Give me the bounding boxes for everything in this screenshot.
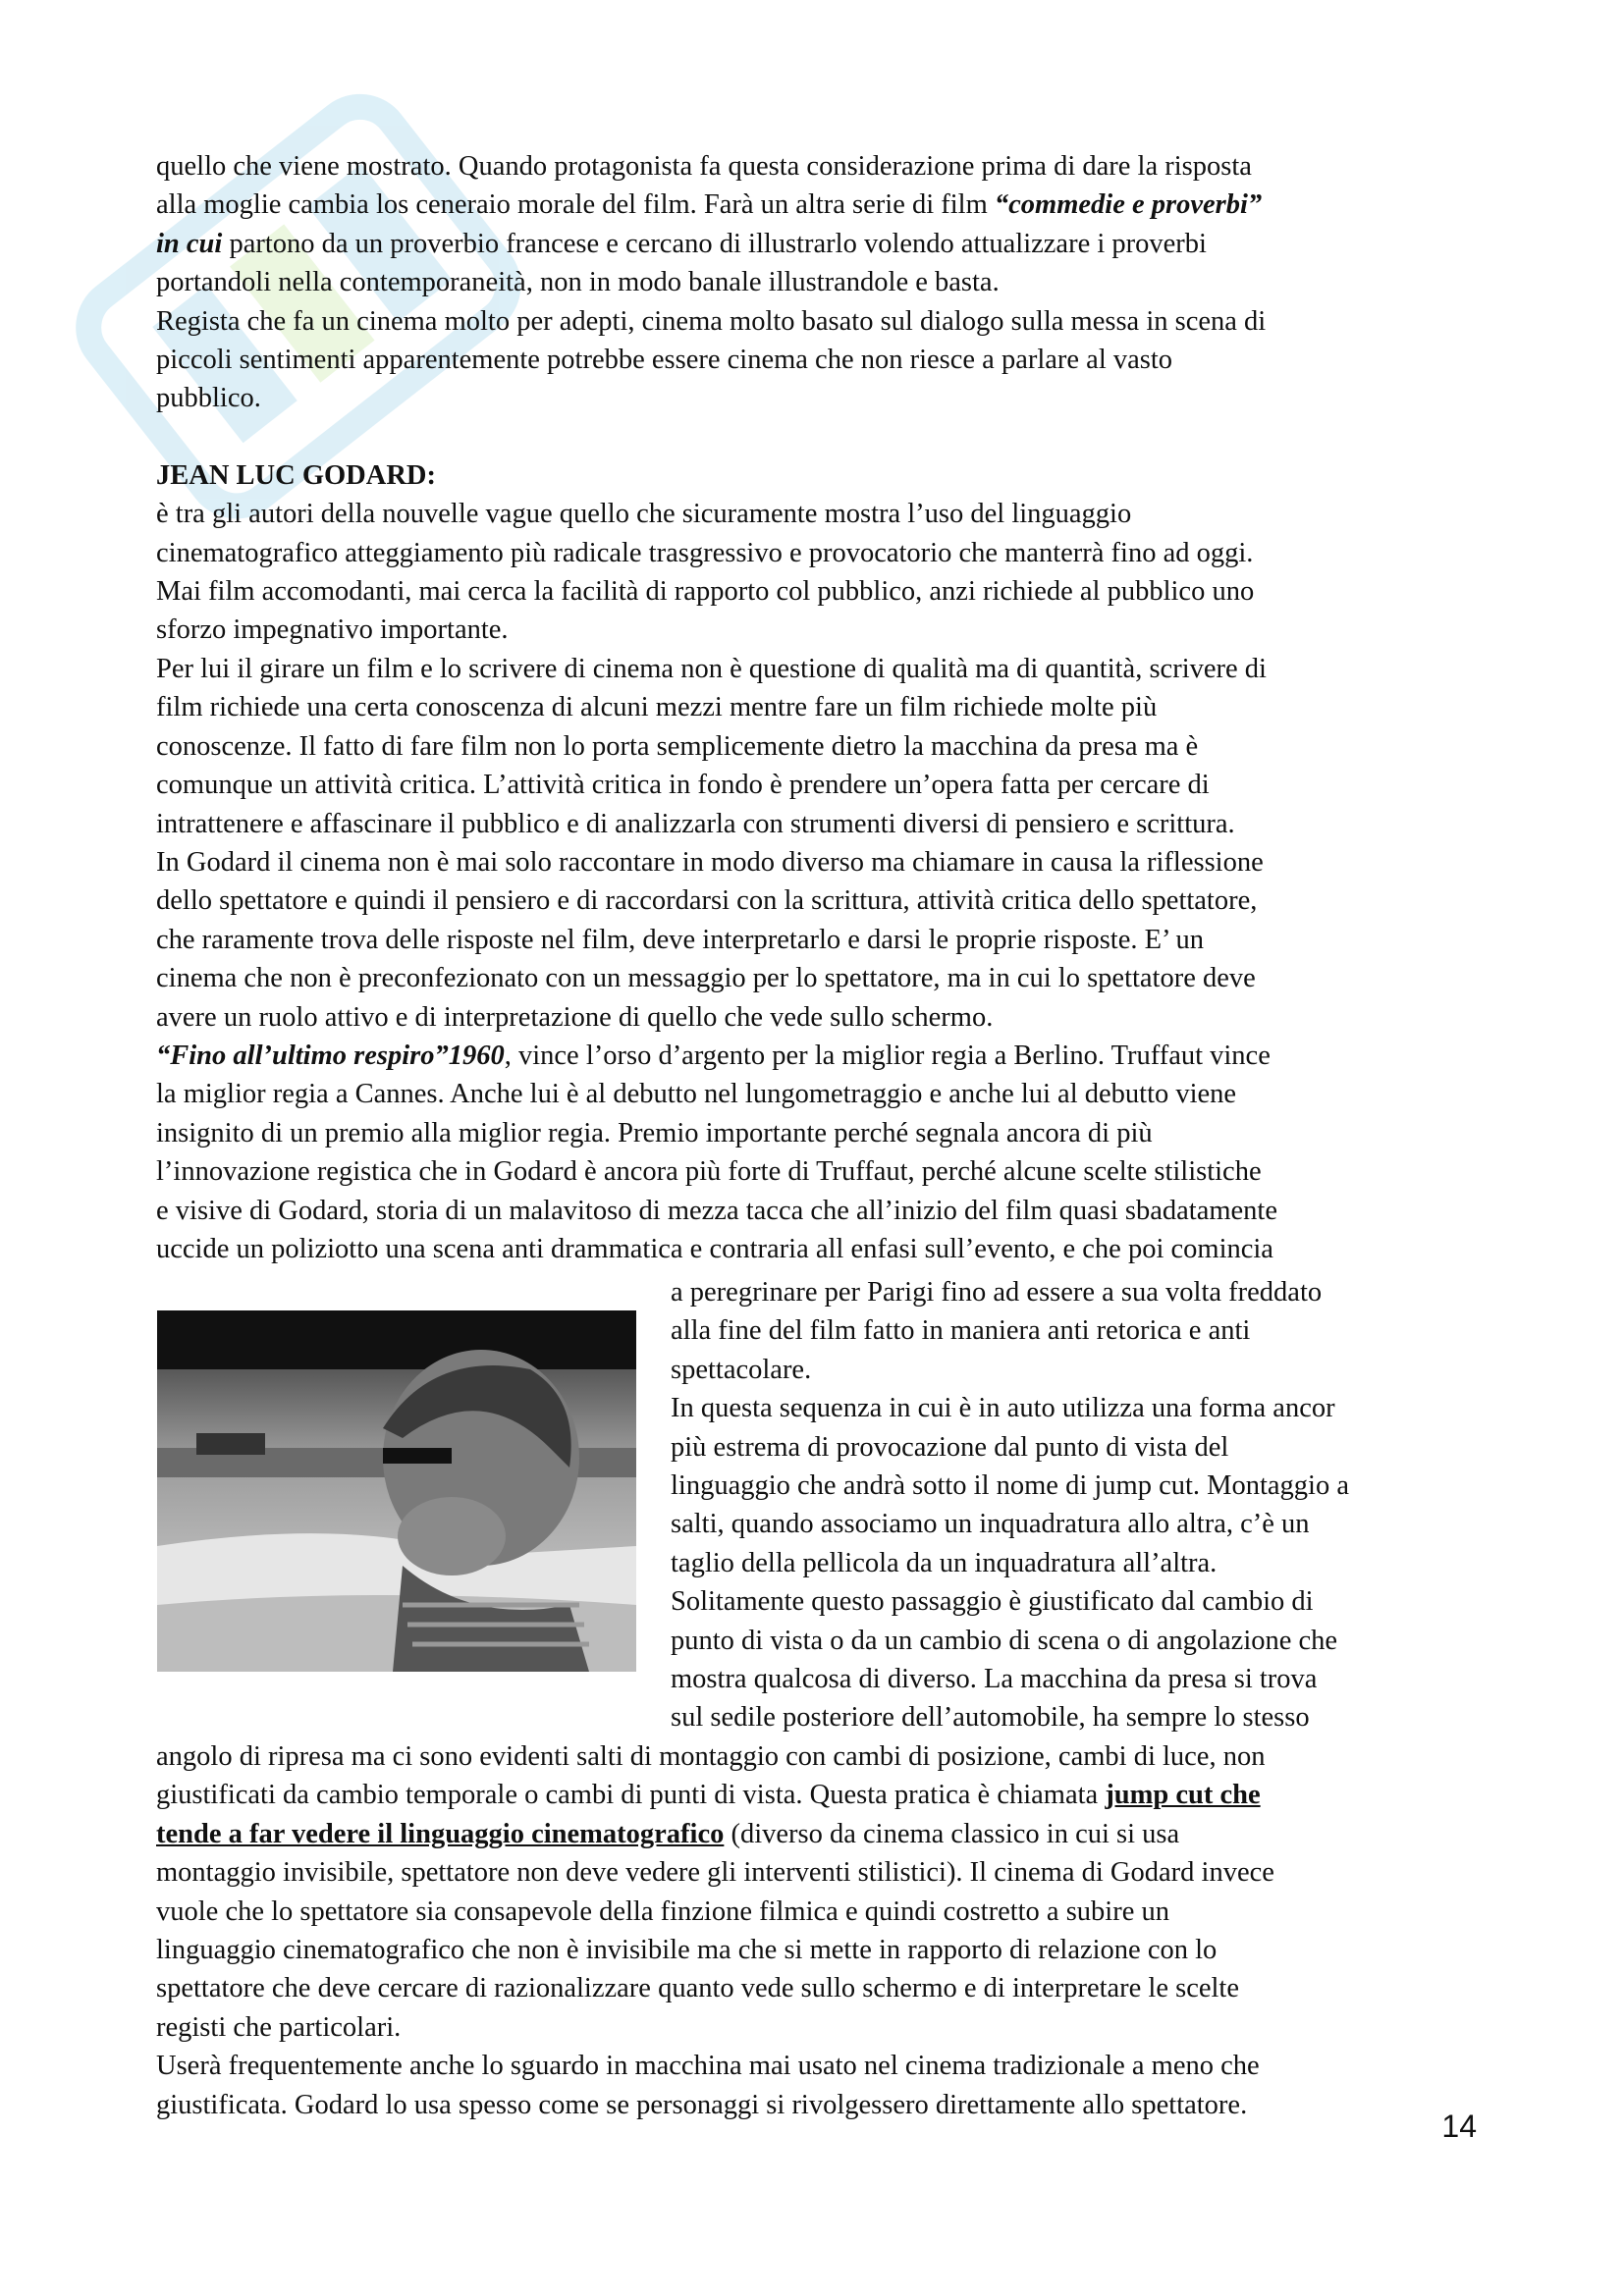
wrapped-text-beside-image: a peregrinare per Parigi fino ad essere a sua volta freddato alla fine del film fatto in maniera anti retorica e anti spettacolare. In questa sequenza in cui è in auto utilizza una forma ancor più estrema di provocazione dal punto di vista del linguaggio che andrà sotto il nome di jump cut. Montaggio a salti, quando associamo un inquadratura allo altra, c’è un taglio della pellicola da un inquadratura all’altra. Solitamente questo passaggio è giustificato dal cambio di punto di vista o da un cambio di scena o di angolazione che mostra qualcosa di diverso. La macchina da presa si trova sul sedile posteriore dell’automobile, ha sempre lo stesso bbox=[671, 1277, 1349, 1734]
paragraph-intro: quello che viene mostrato. Quando protagonista fa questa considerazione prima di dare la risposta alla moglie cambia los ceneraio morale del film. Farà un altra serie di film “commedie e proverbi” in cui partono da un proverbio francese e cercano di illustrarlo volendo attualizzare i proverbi portandoli nella contemporaneità, non in modo banale illustrandole e basta. Regista che fa un cinema molto per adepti, cinema molto basato sul dialogo sulla messa in scena di piccoli sentimenti apparentemente potrebbe essere cinema che non riesce a parlare al vasto pubblico. JEAN LUC GODARD: è tra gli autori della nouvelle vague quello che sicuramente mostra l’uso del linguaggio cinematografico atteggiamento più radicale trasgressivo e provocatorio che manterrà fino ad oggi. Mai film accomodanti, mai cerca la facilità di rapporto col pubblico, anzi richiede al pubblico uno sforzo impegnativo importante. Per lui il girare un film e lo scrivere di cinema non è questione di qualità ma di quantità, scrivere di film richiede una certa conoscenza di alcuni mezzi mentre fare un film richiede molte più conoscenze. Il fatto di fare film non lo porta semplicemente dietro la macchina da presa ma è comunque un attività critica. L’attività critica in fondo è prendere un’opera fatta per cercare di intrattenere e affascinare il pubblico e di analizzarla con strumenti diversi di pensiero e scrittura. In Godard il cinema non è mai solo raccontare in modo diverso ma chiamare in causa la riflessione dello spettatore e quindi il pensiero e di raccordarsi con la scrittura, attività critica dello spettatore, che raramente trova delle risposte nel film, deve interpretarlo e darsi le proprie risposte. E’ un cinema che non è preconfezionato con un messaggio per lo spettatore, ma in cui lo spettatore deve avere un ruolo attivo e di interpretazione di quello che vede sullo schermo. “Fino all’ultimo respiro”1960, vince l’orso d’argento per la miglior regia a Berlino. Truffaut vince la miglior regia a Cannes. Anche lui è al debutto nel lungometraggio e anche lui al debutto viene insignito di un premio alla miglior regia. Premio importante perché segnala ancora di più l’innovazione registica che in Godard è ancora più forte di Truffaut, perché alcune scelte stilistiche e visive di Godard, storia di un malavitoso di mezza tacca che all’inizio del film quasi sbadatamente uccide un poliziotto una scena anti drammatica e contraria all enfasi sull’evento, e che poi comincia bbox=[156, 147, 1477, 1268]
paragraph-jump-cut: angolo di ripresa ma ci sono evidenti salti di montaggio con cambi di posizione, cambi di luce, non giustificati da cambio temporale o cambi di punti di vista. Questa pratica è chiamata jump cut che tende a far vedere il linguaggio cinematografico (diverso da cinema classico in cui si usa montaggio invisibile, spettatore non deve vedere gli interventi stilistici). Il cinema di Godard invece vuole che lo spettatore sia consapevole della finzione filmica e quindi costretto a subire un linguaggio cinematografico che non è invisibile ma che si mette in rapporto di relazione con lo spettatore che deve cercare di razionalizzare quanto vede sullo schermo e di interpretare le scelte registi che particolari. Userà frequentemente anche lo sguardo in macchina mai usato nel cinema tradizionale a meno che giustificata. Godard lo usa spesso come se personaggi si rivolgessero direttamente allo spettatore. bbox=[156, 1741, 1274, 2120]
page-number: 14 bbox=[1441, 2109, 1477, 2144]
film-still-image bbox=[157, 1310, 636, 1672]
section-heading: JEAN LUC GODARD: bbox=[156, 459, 436, 491]
